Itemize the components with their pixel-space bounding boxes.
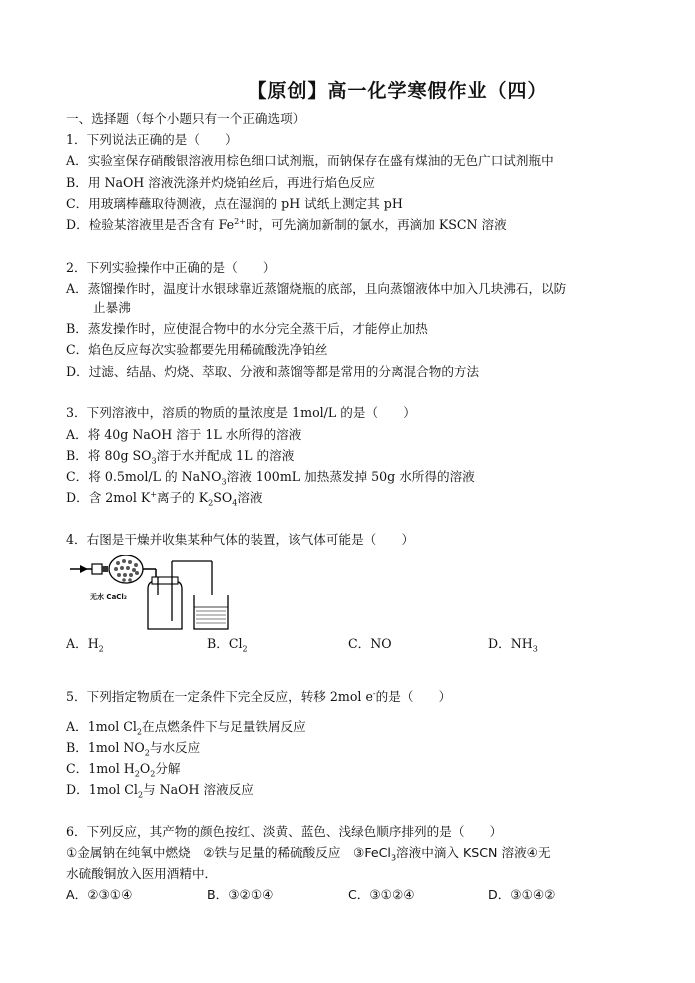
q2-option-c: C．焰色反应每次实验都要先用稀硫酸洗净铂丝 [66, 342, 328, 357]
q6-line2: 水硫酸铜放入医用酒精中． [66, 866, 218, 881]
joint-clamp [102, 566, 108, 572]
section-heading: 一、选择题（每个小题只有一个正确选项） [66, 111, 306, 126]
q6-option-a: A．②③①④ [66, 887, 133, 902]
q3-option-c: C．将 0.5mol/L 的 NaNO$_3$溶液 100mL 加热蒸发掉 50g 水所得的溶液 [66, 469, 475, 487]
bottle-stopper [152, 577, 178, 584]
beaker [194, 595, 228, 629]
inlet-arrow [80, 565, 88, 573]
q4-option-a: A．$H_2$ [66, 636, 104, 654]
q3-stem: 3．下列溶液中，溶质的物质的量浓度是 1mol/L 的是（ ） [66, 405, 416, 420]
q6-option-c: C．③①②④ [348, 887, 415, 902]
q2-option-b: B．蒸发操作时，应使混合物中的水分完全蒸干后，才能停止加热 [66, 321, 428, 336]
gas-drying-apparatus [66, 555, 266, 635]
q4-option-c: C．NO [348, 636, 392, 651]
q1-stem: 1．下列说法正确的是（ ） [66, 132, 238, 147]
q5-option-c: C．1mol $H_2O_2$分解 [66, 761, 181, 779]
collecting-bottle [148, 581, 182, 629]
q5-option-d: D．1mol $Cl_2$与 NaOH 溶液反应 [66, 782, 254, 800]
q1-option-d: D．检验某溶液里是否含有 $Fe^{2+}$时，可先滴加新制的氯水，再滴加 KSCN 溶液 [66, 216, 507, 232]
q6-option-b: B．③②①④ [207, 887, 274, 902]
q5-option-b: B．1mol $NO_2$与水反应 [66, 740, 201, 758]
q1-option-c: C．用玻璃棒蘸取待测液，点在湿润的 pH 试纸上测定其 pH [66, 196, 403, 211]
page-title: 【原创】高一化学寒假作业（四） [247, 80, 548, 102]
q2-option-a-cont: 止暴沸 [93, 300, 131, 315]
q2-option-d: D．过滤、结晶、灼烧、萃取、分液和蒸馏等都是常用的分离混合物的方法 [66, 364, 480, 379]
q5-stem: 5．下列指定物质在一定条件下完全反应，转移 2mol e-的是（ ） [66, 688, 452, 704]
q4-option-b: B．$Cl_2$ [207, 636, 248, 654]
q4-stem: 4．右图是干燥并收集某种气体的装置，该气体可能是（ ） [66, 532, 415, 547]
q1-option-a: A．实验室保存硝酸银溶液用棕色细口试剂瓶，而钠保存在盛有煤油的无色广口试剂瓶中 [66, 153, 554, 168]
q3-option-b: B．将 80g $SO_3$溶于水并配成 1L 的溶液 [66, 448, 295, 466]
q5-option-a: A．1mol $Cl_2$在点燃条件下与足量铁屑反应 [66, 719, 306, 737]
q3-option-a: A．将 40g NaOH 溶于 1L 水所得的溶液 [66, 427, 302, 442]
q6-line1: ①金属钠在纯氧中燃烧 ②铁与足量的稀硫酸反应 ③FeCl$_3$溶液中滴入 KSCN 溶液④无 [66, 845, 551, 863]
q2-stem: 2．下列实验操作中正确的是（ ） [66, 260, 276, 275]
q4-option-d: D．$NH_3$ [488, 636, 538, 654]
q1-option-b: B．用 NaOH 溶液洗涤并灼烧铂丝后，再进行焰色反应 [66, 175, 375, 190]
q6-stem: 6．下列反应，其产物的颜色按红、淡黄、蓝色、浅绿色顺序排列的是（ ） [66, 824, 503, 839]
tube-joint [92, 564, 102, 574]
cacl2-label: 无水 CaCl₂ [90, 593, 127, 601]
q3-option-d: D．含 2mol K+离子的 $K_2SO_4$溶液 [66, 489, 263, 508]
q6-option-d: D．③①④② [488, 887, 556, 902]
q2-option-a: A．蒸馏操作时，温度计水银球靠近蒸馏烧瓶的底部，且向蒸馏液体中加入几块沸石，以防 [66, 281, 567, 296]
